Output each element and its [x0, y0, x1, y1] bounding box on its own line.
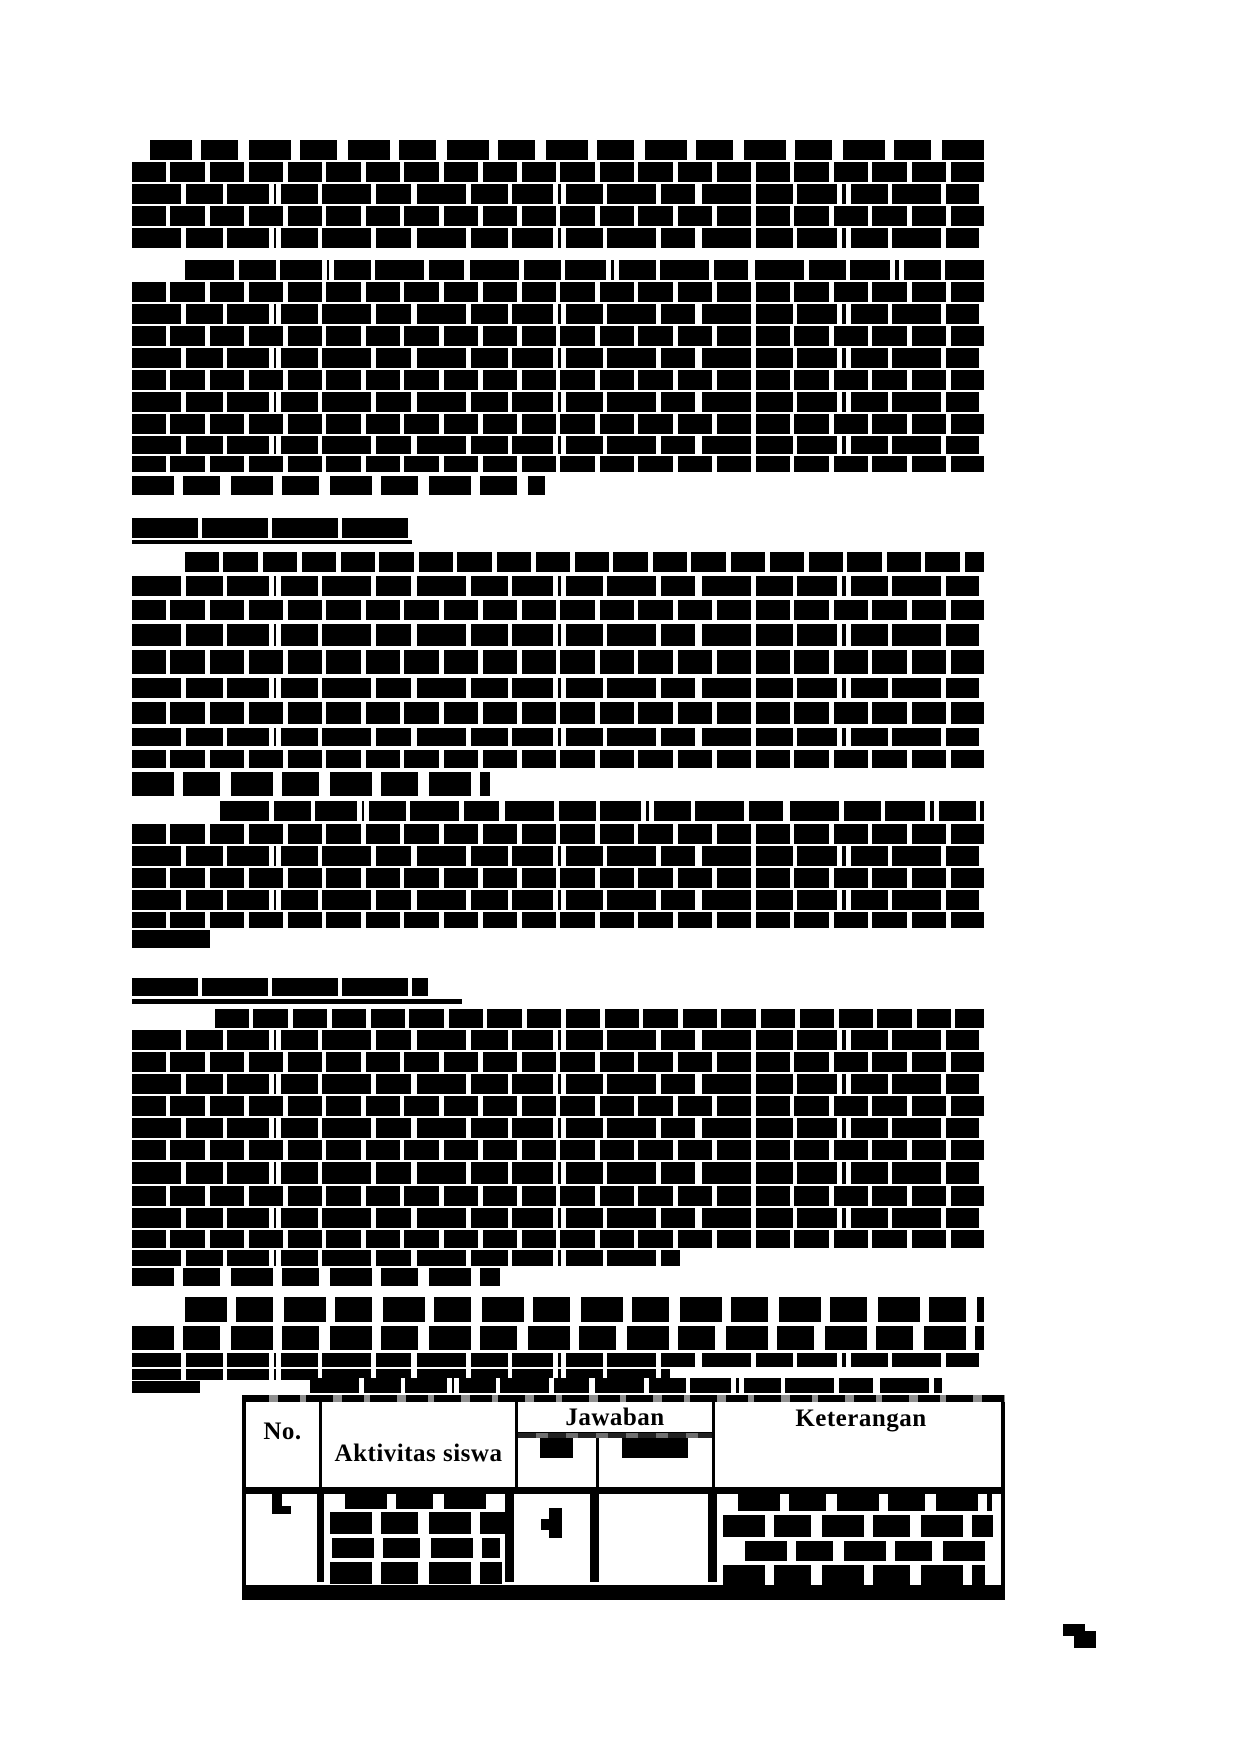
redacted-text-line	[132, 1186, 984, 1206]
redacted-text-line	[132, 750, 984, 768]
redacted-text-line	[132, 846, 984, 866]
redacted-text-line	[132, 678, 984, 698]
redacted-text-line	[132, 576, 984, 596]
redacted-text-line	[150, 140, 984, 160]
row-divider-jawaban-keterangan	[708, 1494, 717, 1582]
redacted-text-line	[132, 728, 984, 746]
redacted-text-line	[132, 184, 984, 204]
redacted-text-line	[132, 1052, 984, 1072]
redacted-text-line	[132, 650, 984, 674]
redacted-text-line	[132, 228, 984, 248]
redacted-text-line	[132, 890, 984, 910]
redacted-text-line	[132, 1381, 200, 1393]
row-divider-no-aktivitas	[317, 1494, 324, 1582]
redacted-text-line	[132, 824, 984, 844]
redacted-text-line	[132, 912, 984, 928]
redacted-text-line	[132, 326, 984, 346]
redacted-text-line	[132, 1250, 680, 1266]
redacted-text-line	[132, 348, 984, 368]
col-header-no: No.	[263, 1418, 302, 1445]
redacted-text-line	[132, 1118, 984, 1138]
redacted-text-line	[132, 1096, 984, 1116]
redacted-text-line	[132, 1230, 984, 1248]
redacted-text-line	[185, 552, 984, 572]
redacted-text-line	[132, 476, 545, 495]
redacted-text-line	[132, 1208, 984, 1228]
redacted-text-line	[132, 392, 984, 412]
heading-underline	[132, 540, 412, 544]
redacted-text-line	[132, 1268, 500, 1286]
col-header-jawaban: Jawaban	[518, 1402, 712, 1435]
jawaban-subheader-band	[518, 1433, 712, 1438]
redacted-text-line	[132, 414, 984, 434]
redacted-text-line	[220, 801, 984, 821]
heading-underline	[132, 999, 462, 1004]
redacted-text-line	[132, 1140, 984, 1160]
col-header-aktivitas: Aktivitas siswa	[334, 1440, 503, 1467]
row-divider-ya-tidak	[590, 1494, 599, 1582]
redacted-text-line	[132, 162, 984, 182]
redacted-text-line	[132, 1326, 984, 1350]
redacted-table-caption	[310, 1378, 942, 1393]
redacted-text-line	[132, 304, 984, 324]
header-divider-jawaban-keterangan	[712, 1402, 715, 1487]
header-bottom-border	[242, 1487, 1005, 1494]
redacted-text-line	[132, 436, 984, 454]
redacted-text-line	[185, 1297, 984, 1322]
redacted-text-line	[132, 1074, 984, 1094]
redacted-text-line	[132, 456, 984, 472]
page-number-blob	[1074, 1631, 1096, 1648]
redacted-heading	[132, 978, 428, 996]
table-bottom-border	[242, 1585, 1005, 1600]
redacted-text-line	[132, 282, 984, 302]
redacted-text-line	[132, 624, 984, 646]
redacted-heading	[132, 518, 412, 538]
redacted-text-line	[132, 206, 984, 226]
redacted-text-line	[132, 930, 210, 948]
redacted-text-line	[132, 370, 984, 390]
redacted-text-line	[132, 1030, 984, 1050]
table-top-border	[242, 1395, 1005, 1402]
observation-table	[242, 1395, 1005, 1600]
redacted-text-line	[132, 868, 984, 888]
redacted-text-line	[132, 1353, 984, 1367]
redacted-text-line	[132, 1162, 984, 1184]
table-right-border	[1001, 1402, 1005, 1600]
jawaban-subheader-divider	[596, 1438, 599, 1487]
redacted-text-line	[185, 260, 984, 280]
col-header-keterangan: Keterangan	[795, 1405, 927, 1432]
redacted-text-line	[215, 1009, 984, 1028]
row-divider-aktivitas-jawaban	[505, 1494, 514, 1582]
redacted-text-line	[132, 702, 984, 724]
redacted-text-line	[132, 600, 984, 620]
redacted-text-line	[132, 772, 490, 796]
